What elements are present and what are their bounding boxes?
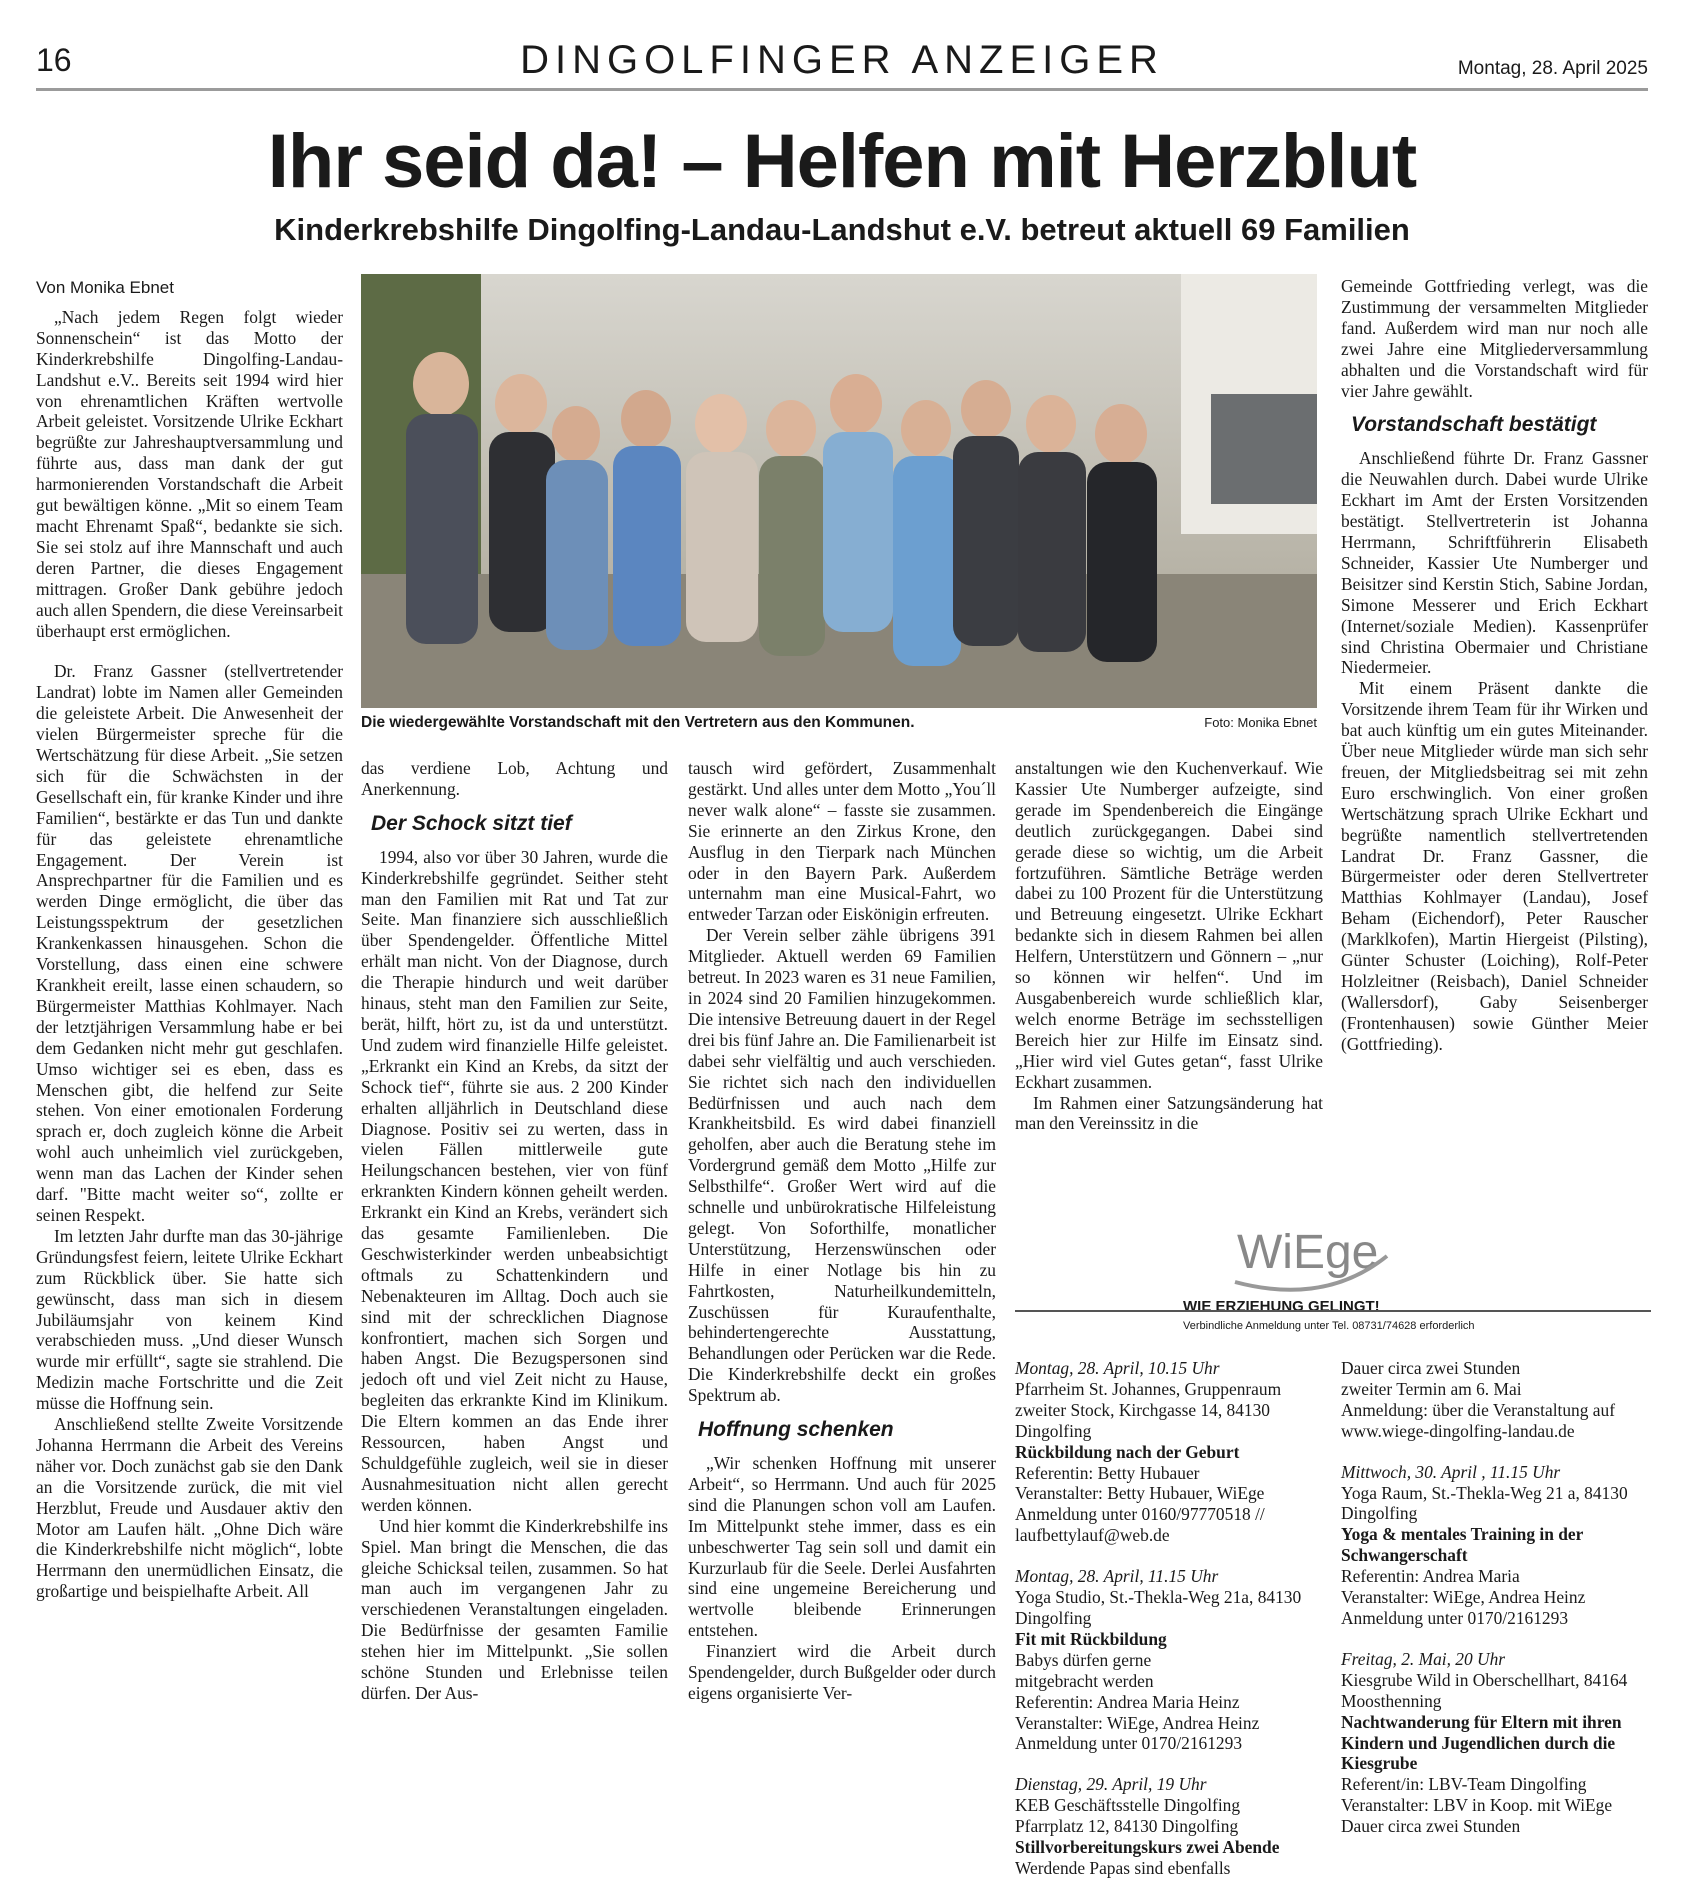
event-location: Yoga Studio, St.-Thekla-Weg 21a, 84130 Dingolfing <box>1015 1587 1302 1628</box>
event-location: KEB Geschäftsstelle Dingolfing Pfarrplatz 12, 84130 Dingolfing <box>1015 1795 1241 1837</box>
event-details: Referentin: Andrea Maria Veranstalter: WiEge, Andrea Heinz Anmeldung unter 0170/2161293 <box>1341 1566 1586 1628</box>
paragraph: Und hier kommt die Kinderkrebshilfe ins Spiel. Man bringt die Menschen, die das gleiche Schicksal teilen, zusammen. So hat man auch im vergangenen Jahr zu verschiedenen Veranstaltungen eingeladen. Die Bedürfnisse der gesamten Familie stehen hier im Mittelpunkt. „Sie sollen schöne Stunden und Erlebnisse teilen dürfen. Der Aus- <box>361 1515 668 1703</box>
event-details: Dauer circa zwei Stunden zweiter Termin am 6. Mai Anmeldung: über die Veranstaltung auf www.wiege-dingolfing-landau.de <box>1341 1358 1615 1441</box>
paragraph: Im letzten Jahr durfte man das 30-jährige Gründungsfest feiern, leitete Ulrike Eckhart zum Rückblick über. Sie hatte sich gewünscht, dass man sich in diesem Jubiläumsjahr von keinem Kind verabschieden muss. „Und dieser Wunsch wurde mir erfüllt“, sagte sie strahlend. Die Medizin mache Fortschritte und die Zeit müsse die Hoffnung sein. <box>36 1225 343 1414</box>
section-heading: Hoffnung schenken <box>698 1418 894 1442</box>
event-time: Freitag, 2. Mai, 20 Uhr <box>1341 1648 1506 1669</box>
group-photo-image <box>361 274 1317 708</box>
event-item <box>1341 1462 1648 1629</box>
wiege-logo-icon <box>1175 1220 1415 1306</box>
event-details: Babys dürfen gerne mitgebracht werden Referentin: Andrea Maria Heinz Veranstalter: WiEge, Andrea Heinz Anmeldung unter 0170/2161293 <box>1015 1649 1260 1754</box>
event-title: Yoga & mentales Training in der Schwangerschaft <box>1341 1524 1584 1566</box>
event-details: Referentin: Betty Hubauer Veranstalter: Betty Hubauer, WiEge Anmeldung unter 0160/97770518 // laufbettylauf@web.de <box>1015 1462 1265 1546</box>
event-item <box>1341 1649 1648 1837</box>
event-time: Mittwoch, 30. April , 11.15 Uhr <box>1341 1461 1561 1482</box>
ad-divider <box>1015 1310 1651 1312</box>
event-title: Stillvorbereitungskurs zwei Abende <box>1015 1837 1280 1858</box>
paragraph: Anschließend führte Dr. Franz Gassner die Neuwahlen durch. Dabei wurde Ulrike Eckhart im Amt der Ersten Vorsitzenden bestätigt. Stellvertreterin ist Johanna Herrmann, Schriftführerin Elisabeth Schneider, Kassier Ute Numberger und Beisitzer sind Kerstin Stich, Sabine Jordan, Simone Messerer und Erich Eckhart (Internet/soziale Medien). Kassenprüfer sind Christina Obermaier und Christiane Niedermeier. <box>1341 448 1648 678</box>
event-item <box>1015 1774 1323 1879</box>
event-item <box>1015 1566 1323 1754</box>
event-details: Werdende Papas sind ebenfalls <box>1015 1857 1231 1878</box>
byline: Von Monika Ebnet <box>36 278 174 297</box>
article-headline: Ihr seid da! – Helfen mit Herzblut <box>267 119 1417 204</box>
article-column-2 <box>361 758 668 1704</box>
masthead-divider <box>36 88 1648 91</box>
ad-note: Verbindliche Anmeldung unter Tel. 08731/74628 erforderlich <box>1183 1320 1475 1332</box>
article-subheadline: Kinderkrebshilfe Dingolfing-Landau-Landshut e.V. betreut aktuell 69 Familien <box>274 212 1410 247</box>
event-time: Dienstag, 29. April, 19 Uhr <box>1015 1774 1207 1795</box>
event-item <box>1015 1358 1323 1546</box>
section-heading: Der Schock sitzt tief <box>371 811 572 835</box>
wiege-ad-header <box>1015 1220 1651 1342</box>
paragraph: das verdiene Lob, Achtung und Anerkennung. <box>361 758 668 799</box>
masthead <box>36 28 1648 92</box>
group-photo <box>361 274 1317 708</box>
paragraph: Der Verein selber zähle übrigens 391 Mitglieder. Aktuell werden 69 Familien betreut. In 2023 waren es 31 neue Familien, in 2024 sind 20 Familien hinzugekommen. Die intensive Betreuung dauert in der Regel drei bis fünf Jahre an. Die Familienarbeit ist dabei sehr vielfältig und auch verschieden. Sie richtet sich nach den individuellen Bedürfnissen und auch nach dem Krankheitsbild. Es wird dabei finanziell geholfen, aber auch die Beratung stehe im Vordergrund gemäß dem Motto „Hilfe zur Selbsthilfe“. Großer Wert wird auf die schnelle und unbürokratische Hilfeleistung gelegt. Von Soforthilfe, monatlicher Unterstützung, Herzenswünschen oder Hilfe in einer Notlage bis hin zu Fahrtkosten, Naturheilkundemitteln, Zuschüssen für Kuraufenthalte, behindertengerechte Ausstattung, Behandlungen oder Perücken war die Rede. Die Kinderkrebshilfe deckt ein großes Spektrum ab. <box>688 925 996 1406</box>
paragraph: 1994, also vor über 30 Jahren, wurde die Kinderkrebshilfe gegründet. Seither steht man den Familien mit Rat und Tat zur Seite. Man finanziere sich ausschließlich über Spendengelder. Öffentliche Mittel erhält man nicht. Von der Diagnose, durch die Therapie hindurch und weit darüber hinaus, steht man den Familien zur Seite, berät, hilft, hört zu, ist da und unterstützt. Und zudem wird finanzielle Hilfe geleistet. „Erkrankt ein Kind an Krebs, da sitzt der Schock tief“, führte sie aus. 2 200 Kinder erhalten alljährlich in Deutschland diese Diagnose. Positiv sei zu werten, dass in vielen Fällen mittlerweile gute Heilungschancen bestehen, vier von fünf erkrankten Kindern können geheilt werden. Erkrankt ein Kind an Krebs, verändert sich das gesamte Familienleben. Die Geschwisterkinder werden unbeabsichtigt oftmals zu Schattenkindern und Nebenakteuren im Alltag. Doch auch sie sind mit der schrecklichen Diagnose konfrontiert, machen sich Sorgen und haben Angst. Die Bezugspersonen sind jedoch oft und viel Zeit nicht zu Hause, begleiten das erkrankte Kind im Klinikum. Die Eltern kommen an das Ende ihrer Ressourcen, haben Angst und Schuldgefühle zugleich, weil sie in dieser Ausnahmesituation nicht allen gerecht werden können. <box>361 846 668 1515</box>
event-location: Kiesgrube Wild in Oberschellhart, 84164 Moosthenning <box>1341 1669 1628 1711</box>
article-column-5 <box>1341 276 1648 1055</box>
event-item <box>1341 1358 1648 1442</box>
event-title: Nachtwanderung für Eltern mit ihren Kindern und Jugendlichen durch die Kiesgrube <box>1341 1711 1622 1774</box>
paragraph: tausch wird gefördert, Zusammenhalt gestärkt. Und alles unter dem Motto „You´ll never walk alone“ – fasste sie zusammen. Sie erinnerte an den Zirkus Krone, den Ausflug in den Tierpark nach München oder in den Bayern Park. Außerdem unternahm man eine Musical-Fahrt, wo entweder Tarzan oder Eiskönigin erfreuten. <box>688 758 996 925</box>
issue-date: Montag, 28. April 2025 <box>1457 58 1648 79</box>
event-list-right <box>1341 1358 1648 1857</box>
paragraph: anstaltungen wie den Kuchenverkauf. Wie Kassier Ute Numberger aufzeigte, sind gerade im Spendenbereich die Eingänge deutlich zurückgegangen. Dabei sind gerade diese so wichtig, um die Arbeit fortzuführen. Sämtliche Beträge werden dabei zu 100 Prozent für die Unterstützung und Betreuung eingesetzt. Ulrike Eckhart bedankte sich in diesem Rahmen bei allen Helfern, Unterstützern und Gönnern – „nur so können wir helfen“. Und im Ausgabenbereich wurde schließlich klar, welch enorme Beträge im sechsstelligen Bereich hier zur Hilfe im Einsatz sind. „Hier wird viel Gutes getan“, fasst Ulrike Eckhart zusammen. <box>1015 758 1323 1092</box>
paragraph: Gemeinde Gottfrieding verlegt, was die Zustimmung der versammelten Mitglieder fand. Außerdem wird man nur noch alle zwei Jahre eine Mitgliederversammlung abhalten und die Vorstandschaft wird für vier Jahre gewählt. <box>1341 276 1648 401</box>
event-location: Yoga Raum, St.-Thekla-Weg 21 a, 84130 Dingolfing <box>1341 1482 1628 1524</box>
section-heading: Vorstandschaft bestätigt <box>1351 413 1597 437</box>
page-number: 16 <box>36 42 72 78</box>
paragraph: Anschließend stellte Zweite Vorsitzende Johanna Herrmann die Arbeit des Vereins näher vor. Doch zunächst gab sie den Dank an die Vorsitzende zurück, die mit viel Herzblut, Freude und Ausdauer aktiv den Motor am Laufen hält. „Ohne Dich wäre die Kinderkrebshilfe nicht möglich“, lobte Herrmann den unermüdlichen Einsatz, die großartige und beispielhafte Arbeit. All <box>36 1414 343 1602</box>
paragraph: Finanziert wird die Arbeit durch Spendengelder, durch Bußgelder oder durch eigens organisierte Ver- <box>688 1641 996 1703</box>
article-column-3 <box>688 758 996 1704</box>
event-title: Rückbildung nach der Geburt <box>1015 1441 1240 1462</box>
event-title: Fit mit Rückbildung <box>1015 1628 1167 1649</box>
event-details: Referent/in: LBV-Team Dingolfing Veranstalter: LBV in Koop. mit WiEge Dauer circa zwei Stunden <box>1341 1774 1613 1837</box>
event-time: Montag, 28. April, 11.15 Uhr <box>1015 1566 1219 1587</box>
paragraph: Mit einem Präsent dankte die Vorsitzende ihrem Team für ihr Wirken und bat auch künftig um ein gutes Miteinander. Über neue Mitglieder würde man sich sehr freuen, der Mitgliedsbeitrag sei mit zehn Euro erschwinglich. Von einer großen Wertschätzung sprach Ulrike Eckhart und begrüßte namentlich stellvertretenden Landrat Dr. Franz Gassner, die Bürgermeister oder deren Stellvertreter Matthias Kohlmayer (Landau), Josef Beham (Eichendorf), Peter Rauscher (Marklkofen), Martin Hiergeist (Pilsting), Günter Schuster (Loiching), Rolf-Peter Holzleitner (Reisbach), Daniel Schneider (Wallersdorf), Gaby Seisenberger (Frontenhausen) sowie Günther Meier (Gottfrieding). <box>1341 678 1648 1054</box>
photo-caption <box>361 714 1317 732</box>
paragraph: „Wir schenken Hoffnung mit unserer Arbeit“, so Herrmann. Und auch für 2025 sind die Planungen schon voll am Laufen. Im Mittelpunkt stehe immer, dass es ein unbeschwerter Tag sein soll und damit ein Kurzurlaub für die Seele. Derlei Ausfahrten sind eine ungemeine Bereicherung und wertvolle bleibende Erinnerungen entstehen. <box>688 1453 996 1641</box>
newspaper-name: DINGOLFINGER ANZEIGER <box>520 38 1164 82</box>
svg-text:WiEge: WiEge <box>1237 1226 1379 1279</box>
paragraph: Im Rahmen einer Satzungsänderung hat man den Vereinssitz in die <box>1015 1092 1323 1134</box>
event-list-left <box>1015 1358 1323 1899</box>
ad-tagline: WIE ERZIEHUNG GELINGT! <box>1183 1298 1380 1315</box>
article-column-4 <box>1015 758 1323 1134</box>
paragraph: Dr. Franz Gassner (stellvertretender Landrat) lobte im Namen aller Gemeinden die geleistete Arbeit. Die Anwesenheit der vielen Bürgermeister spreche für die Wertschätzung für diese Arbeit. „Sie setzen sich für die Schwächsten in der Gesellschaft ein, für kranke Kinder und ihre Familien“, bestärkte er das Tun und dankte für das geleistete ehrenamtliche Engagement. Der Verein ist Ansprechpartner für die Familien und es werden Dinge ermöglicht, die über das Leistungsspektrum der gesetzlichen Krankenkassen hinausgehen. Schon die Vorstellung, dass einen eine schwere Krankheit ereilt, lasse einen schaudern, so Bürgermeister Matthias Kohlmayer. Nach der letztjährigen Versammlung habe er bei dem Gedanken nicht mehr gut geschlafen. Umso wichtiger sei es eben, dass es Menschen gibt, die helfend zur Seite stehen. Von einer emotionalen Forderung sprach er, doch zugleich könne die Arbeit wohl auch unheimlich viel zurückgeben, wenn man das Lachen der Kinder sehen darf. "Bitte macht weiter so“, zollte er seinen Respekt. <box>36 661 343 1225</box>
photo-credit: Foto: Monika Ebnet <box>1204 715 1317 730</box>
article-column-1 <box>36 278 343 1602</box>
event-location: Pfarrheim St. Johannes, Gruppenraum zweiter Stock, Kirchgasse 14, 84130 Dingolfing <box>1015 1378 1282 1441</box>
paragraph: „Nach jedem Regen folgt wieder Sonnenschein“ ist das Motto der Kinderkrebshilfe Dingolfing-Landau-Landshut e.V.. Bereits seit 1994 wird hier von ehrenamtlichen Kräften wertvolle Arbeit geleistet. Vorsitzende Ulrike Eckhart begrüßte zur Jahreshauptversammlung und führte aus, dass man dank der gut harmonierenden Vorstandschaft die Arbeit gut bewältigen könne. „Mit so einem Team macht Ehrenamt Spaß“, bedankte sie sich. Sie sei stolz auf ihre Mannschaft und auch deren Partner, die dieses Engagement mittragen. Großer Dank gebühre jedoch auch allen Spendern, die diese Vereinsarbeit überhaupt erst ermöglichen. <box>36 306 343 641</box>
event-time: Montag, 28. April, 10.15 Uhr <box>1015 1358 1220 1378</box>
photo-caption-text: Die wiedergewählte Vorstandschaft mit den Vertretern aus den Kommunen. <box>361 714 915 731</box>
